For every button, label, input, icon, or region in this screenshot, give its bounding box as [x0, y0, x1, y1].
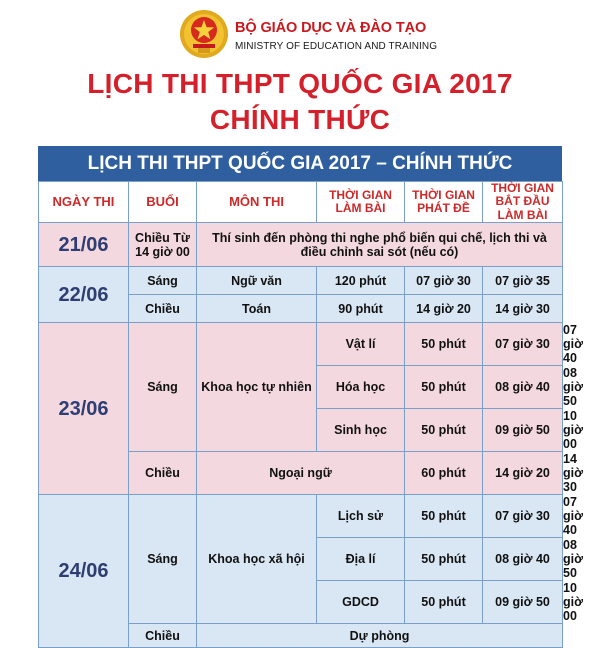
- col-header-buoi: BUỔI: [129, 182, 197, 223]
- session-cell: Chiều: [129, 452, 197, 495]
- subject-cell: Sinh học: [317, 409, 405, 452]
- duration-cell: 90 phút: [317, 295, 405, 323]
- table-row: Sinh học 50 phút 09 giờ 50 10 giờ 00: [39, 409, 563, 452]
- duration-cell: 50 phút: [405, 581, 483, 624]
- col-header-tg-lam-bai: THỜI GIAN LÀM BÀI: [317, 182, 405, 223]
- table-row: 24/06 Sáng Khoa học xã hội Lịch sử 50 phút 07 giờ 30 07 giờ 40: [39, 495, 563, 538]
- handout-cell: 07 giờ 30: [483, 323, 563, 366]
- table-row: 23/06 Sáng Khoa học tự nhiên Vật lí 50 phút 07 giờ 30 07 giờ 40: [39, 323, 563, 366]
- ministry-header: [178, 8, 478, 60]
- date-cell: 22/06: [39, 267, 129, 323]
- session-cell: Sáng: [129, 267, 197, 295]
- note-cell: Thí sinh đến phòng thi nghe phổ biến qui chế, lịch thi và điều chỉnh sai sót (nếu có): [197, 223, 563, 267]
- subject-group-cell: Khoa học xã hội: [197, 495, 317, 624]
- duration-cell: 50 phút: [405, 366, 483, 409]
- handout-cell: 14 giờ 20: [483, 452, 563, 495]
- subject-cell: Toán: [197, 295, 317, 323]
- subject-cell: GDCD: [317, 581, 405, 624]
- exam-schedule-table: [38, 146, 584, 648]
- duration-cell: 50 phút: [405, 538, 483, 581]
- duration-cell: 50 phút: [405, 495, 483, 538]
- date-cell: 24/06: [39, 495, 129, 648]
- duration-cell: 50 phút: [405, 323, 483, 366]
- note-cell: Dự phòng: [197, 624, 563, 648]
- start-cell: 07 giờ 35: [483, 267, 563, 295]
- col-header-mon-thi: MÔN THI: [197, 182, 317, 223]
- table-row: Địa lí 50 phút 08 giờ 40 08 giờ 50: [39, 538, 563, 581]
- handout-cell: 08 giờ 40: [483, 538, 563, 581]
- start-cell: 14 giờ 30: [483, 295, 563, 323]
- handout-cell: 14 giờ 20: [405, 295, 483, 323]
- col-header-ngay-thi: NGÀY THI: [39, 182, 129, 223]
- subject-cell: Địa lí: [317, 538, 405, 581]
- session-cell: Chiều Từ 14 giờ 00: [129, 223, 197, 267]
- page-title: LỊCH THI THPT QUỐC GIA 2017: [87, 68, 513, 99]
- handout-cell: 07 giờ 30: [483, 495, 563, 538]
- handout-cell: 07 giờ 30: [405, 267, 483, 295]
- handout-cell: 09 giờ 50: [483, 409, 563, 452]
- duration-cell: 50 phút: [405, 409, 483, 452]
- duration-cell: 60 phút: [405, 452, 483, 495]
- session-cell: Sáng: [129, 323, 197, 452]
- subject-cell: Ngoại ngữ: [197, 452, 405, 495]
- table-row: Chiều Ngoại ngữ 60 phút 14 giờ 20 14 giờ 30: [39, 452, 563, 495]
- col-header-tg-phat-de: THỜI GIAN PHÁT ĐỀ: [405, 182, 483, 223]
- ministry-name-vn: BỘ GIÁO DỤC VÀ ĐÀO TẠO: [235, 20, 427, 36]
- handout-cell: 08 giờ 40: [483, 366, 563, 409]
- subject-cell: Ngữ văn: [197, 267, 317, 295]
- table-row: GDCD 50 phút 09 giờ 50 10 giờ 00: [39, 581, 563, 624]
- vietnam-national-emblem-icon: [178, 8, 230, 60]
- subject-cell: Hóa học: [317, 366, 405, 409]
- table-banner: LỊCH THI THPT QUỐC GIA 2017 – CHÍNH THỨC: [38, 146, 562, 181]
- duration-cell: 120 phút: [317, 267, 405, 295]
- subject-cell: Lịch sử: [317, 495, 405, 538]
- col-header-tg-bat-dau: THỜI GIAN BẮT ĐẦU LÀM BÀI: [483, 182, 563, 223]
- page-subtitle: CHÍNH THỨC: [209, 104, 391, 135]
- ministry-name-en: MINISTRY OF EDUCATION AND TRAINING: [235, 41, 438, 52]
- date-cell: 21/06: [39, 223, 129, 267]
- session-cell: Chiều: [129, 295, 197, 323]
- table-row: [39, 267, 563, 295]
- subject-group-cell: Khoa học tự nhiên: [197, 323, 317, 452]
- handout-cell: 09 giờ 50: [483, 581, 563, 624]
- session-cell: Chiều: [129, 624, 197, 648]
- table-row: [39, 223, 563, 267]
- table-row: Hóa học 50 phút 08 giờ 40 08 giờ 50: [39, 366, 563, 409]
- table-header-row: [39, 182, 563, 223]
- session-cell: Sáng: [129, 495, 197, 624]
- date-cell: 23/06: [39, 323, 129, 495]
- subject-cell: Vật lí: [317, 323, 405, 366]
